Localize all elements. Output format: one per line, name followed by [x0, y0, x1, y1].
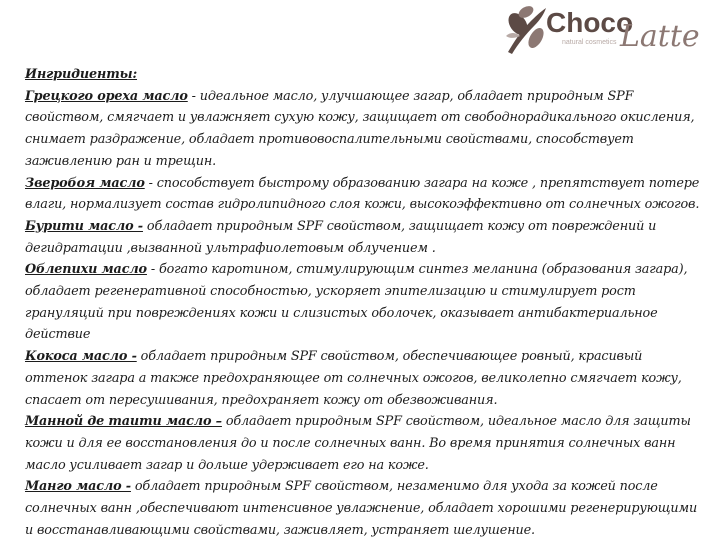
ingredients-document	[25, 64, 705, 541]
ingredient-name: Грецкого ореха масло	[25, 88, 188, 104]
brand-logo	[500, 2, 715, 60]
ingredient-description: обладает природным SPF свойством, защищает кожу от повреждений и дегидратации ,вызванной ультрафиолетовым облучением .	[25, 218, 657, 256]
ingredient-paragraph	[25, 411, 705, 476]
ingredient-name: Бурити масло -	[25, 218, 143, 234]
ingredient-description: - богато каротином, стимулирующим синтез меланина (образования загара), обладает регенеративной способностью, ускоряет эпителизацию и стимулирует рост грануляций при повреждениях кожи и слизистых оболочек, оказывает антибактериальное действие	[25, 262, 688, 343]
ingredient-paragraph	[25, 259, 705, 346]
ingredient-description: обладает природным SPF свойством, обеспечивающее ровный, красивый оттенок загара а также предохраняющее от солнечных ожогов, великолепно смягчает кожу, спасает от пересушивания, предохраняет кожу от обезвоживания.	[25, 349, 682, 408]
ingredient-paragraph	[25, 216, 705, 259]
ingredient-name: Манго масло -	[25, 479, 131, 495]
brand-tagline: natural cosmetics	[562, 39, 617, 46]
ingredient-description: обладает природным SPF свойством, идеальное масло для защиты кожи и для ее восстановления до и после солнечных ванн. Во время принятия солнечных ванн масло усиливает загар и дольше удерживает его на коже.	[25, 414, 691, 473]
ingredient-description: - способствует быстрому образованию загара на коже , препятствует потере влаги, нормализует состав гидролипидного слоя кожи, высокоэффективно от солнечных ожогов.	[25, 175, 700, 213]
cacao-leaf-logo-icon	[500, 2, 715, 60]
ingredient-paragraph	[25, 476, 705, 541]
brand-main-text: Choco	[546, 7, 634, 38]
ingredient-paragraph	[25, 86, 705, 173]
ingredient-name: Зверобоя масло	[25, 175, 145, 191]
ingredient-paragraph	[25, 173, 705, 216]
ingredient-description: - идеальное масло, улучшающее загар, обладает природным SPF свойством, смягчает и увлажняет сухую кожу, защищает от свободнорадикального окисления, снимает раздражение, обладает противовоспалительными свойствами, способствует заживлению ран и трещин.	[25, 88, 695, 169]
ingredient-name: Кокоса масло -	[25, 349, 137, 365]
brand-script-text: Latte	[620, 19, 700, 54]
ingredient-paragraph	[25, 346, 705, 411]
ingredient-name: Манной де таити масло –	[25, 414, 222, 430]
ingredient-name: Облепихи масло	[25, 262, 147, 278]
ingredients-heading: Ингридиенты:	[25, 67, 138, 82]
ingredient-description: обладает природным SPF свойством, незаменимо для ухода за кожей после солнечных ванн ,обеспечивают интенсивное увлажнение, обладает хорошими регенерирующими и восстанавливающими свойствами, заживляет, устраняет шелушение.	[25, 479, 698, 538]
